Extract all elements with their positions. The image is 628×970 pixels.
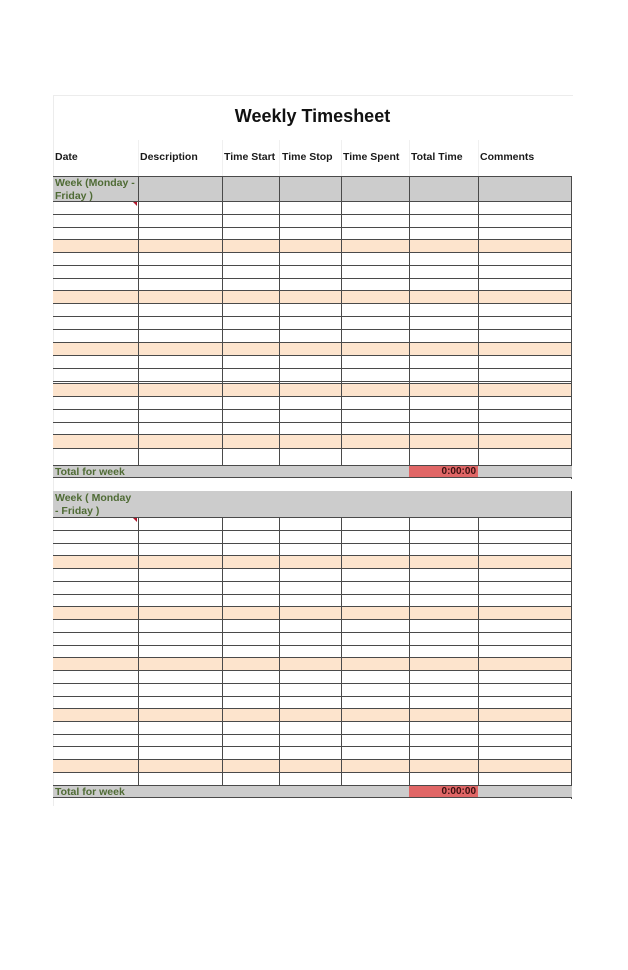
gridline (53, 239, 572, 240)
gridline (222, 140, 223, 176)
column-header-date: Date (55, 151, 78, 163)
gridline (53, 734, 572, 735)
gridline (53, 409, 572, 410)
table-row[interactable] (53, 555, 571, 568)
gridline (222, 176, 223, 465)
gridline (409, 176, 410, 465)
column-header-total-time: Total Time (411, 151, 463, 163)
gridline (53, 670, 572, 671)
gridline (53, 517, 572, 518)
gridline (138, 140, 139, 176)
gridline (53, 303, 572, 304)
gridline (53, 355, 572, 356)
gridline (478, 517, 479, 785)
gridline (53, 422, 572, 423)
week-2-total-row (53, 785, 572, 798)
gridline (53, 568, 572, 569)
table-row[interactable] (53, 290, 571, 303)
gridline (53, 683, 572, 684)
gridline (53, 746, 572, 747)
table-row[interactable] (53, 383, 571, 396)
gridline (53, 530, 572, 531)
gridline (279, 176, 280, 465)
table-row[interactable] (53, 342, 571, 355)
gridline (53, 555, 572, 556)
table-row[interactable] (53, 759, 571, 772)
gridline (53, 721, 572, 722)
gridline (341, 176, 342, 465)
gridline (53, 632, 572, 633)
gridline (53, 657, 572, 658)
gridline (222, 517, 223, 785)
week-2-header-row[interactable] (53, 491, 572, 517)
week-1-header-row[interactable] (53, 176, 572, 201)
gridline (53, 759, 572, 760)
gridline (409, 140, 410, 176)
gridline (53, 708, 572, 709)
gridline (53, 396, 572, 397)
week-1-total-value[interactable]: 0:00:00 (409, 466, 478, 477)
week-1-total-label: Total for week (55, 466, 125, 478)
gridline (53, 594, 572, 595)
page-title: Weekly Timesheet (234, 106, 391, 126)
gridline (279, 140, 280, 176)
gridline (138, 176, 139, 465)
week-2-label: Week ( Monday - Friday ) (55, 492, 132, 517)
gridline (53, 214, 572, 215)
gridline (53, 316, 572, 317)
gridline (478, 140, 479, 176)
column-header-comments: Comments (480, 151, 535, 163)
gridline (279, 517, 280, 785)
week-1-total-row (53, 465, 572, 478)
column-header-time-stop: Time Stop (282, 151, 333, 163)
gridline (53, 278, 572, 279)
gridline (53, 329, 572, 330)
table-row[interactable] (53, 606, 571, 619)
gridline (53, 696, 572, 697)
gridline (53, 201, 572, 202)
column-header-time-spent: Time Spent (343, 151, 400, 163)
table-row[interactable] (53, 657, 571, 670)
gridline (409, 517, 410, 785)
gridline (53, 342, 572, 343)
gridline (53, 543, 572, 544)
gridline (341, 140, 342, 176)
gridline (53, 290, 572, 291)
gridline (53, 448, 572, 449)
week-2-total-value[interactable]: 0:00:00 (409, 786, 478, 797)
column-header-description: Description (140, 151, 198, 163)
gridline (53, 368, 572, 369)
gridline (138, 517, 139, 785)
table-row[interactable] (53, 708, 571, 721)
gridline (53, 619, 572, 620)
week-1-label: Week (Monday - Friday ) (55, 177, 135, 202)
gridline (53, 252, 572, 253)
gridline (53, 606, 572, 607)
column-header-time-start: Time Start (224, 151, 276, 163)
gridline (53, 381, 572, 382)
gridline (53, 227, 572, 228)
gridline (53, 176, 572, 177)
table-row[interactable] (53, 239, 571, 252)
gridline (53, 434, 572, 435)
gridline (53, 645, 572, 646)
gridline (53, 265, 572, 266)
gridline (571, 176, 572, 479)
table-row[interactable] (53, 434, 571, 448)
gridline (53, 772, 572, 773)
week-2-total-label: Total for week (55, 786, 125, 798)
gridline (53, 581, 572, 582)
gridline (478, 176, 479, 465)
gridline (341, 517, 342, 785)
gridline (53, 383, 572, 384)
